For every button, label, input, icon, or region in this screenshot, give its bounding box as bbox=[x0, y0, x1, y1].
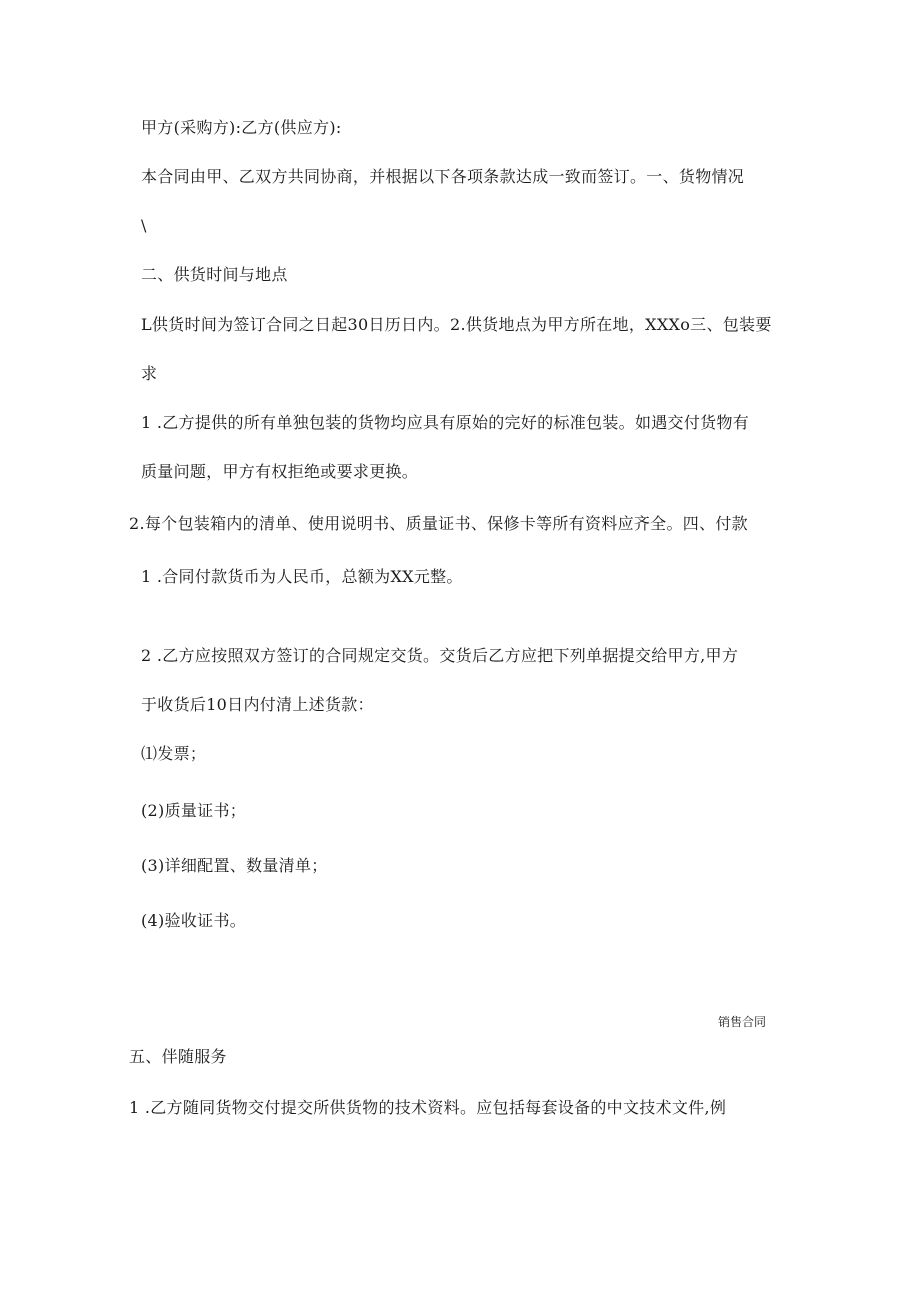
section-5-title: 五、伴随服务 bbox=[129, 1047, 227, 1066]
section-3-item-2: 2.每个包装箱内的清单、使用说明书、质量证书、保修卡等所有资料应齐全。四、付款 bbox=[129, 514, 748, 533]
section-4-item-1: 1 .合同付款货币为人民币，总额为XX元整。 bbox=[141, 567, 463, 586]
section-2-title: 二、供货时间与地点 bbox=[141, 265, 288, 284]
section-3-item-1-line-1: 1 .乙方提供的所有单独包装的货物均应具有原始的完好的标准包装。如遇交付货物有 bbox=[141, 413, 750, 432]
doc-list-item: ⑴发票； bbox=[141, 744, 207, 763]
backslash-mark: \ bbox=[141, 216, 147, 235]
section-2-item-1-line-1: L供货时间为签订合同之日起30日历日内。2.供货地点为甲方所在地，XXXo三、包装要 bbox=[141, 315, 772, 334]
section-5-item-1: 1 .乙方随同货物交付提交所供货物的技术资料。应包括每套设备的中文技术文件,例 bbox=[129, 1098, 727, 1117]
doc-list-item: (3)详细配置、数量清单； bbox=[141, 856, 328, 875]
running-title: 销售合同 bbox=[718, 1015, 767, 1029]
section-4-item-2-line-1: 2 .乙方应按照双方签订的合同规定交货。交货后乙方应把下列单据提交给甲方,甲方 bbox=[141, 646, 739, 665]
section-4-item-2-line-2: 于收货后10日内付清上述货款： bbox=[141, 695, 374, 714]
intro-paragraph: 本合同由甲、乙双方共同协商，并根据以下各项条款达成一致而签订。一、货物情况 bbox=[141, 167, 745, 186]
doc-list-item: (4)验收证书。 bbox=[141, 911, 247, 930]
parties-line: 甲方(采购方):乙方(供应方): bbox=[141, 118, 342, 137]
section-3-item-1-line-2: 质量问题，甲方有权拒绝或要求更换。 bbox=[141, 462, 419, 481]
section-2-item-1-line-2: 求 bbox=[141, 364, 158, 383]
doc-list-item: (2)质量证书； bbox=[141, 801, 247, 820]
